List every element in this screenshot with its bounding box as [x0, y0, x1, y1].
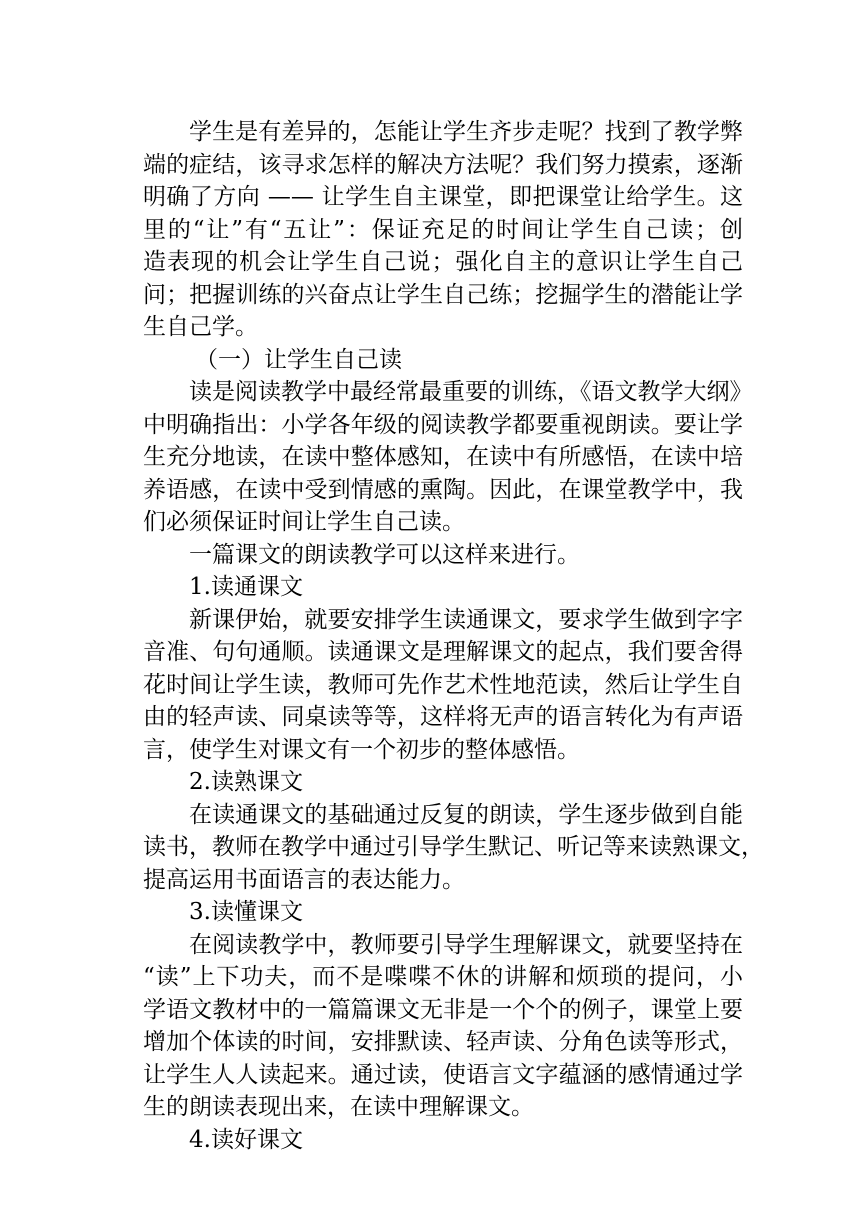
- paragraph-line: 里的“让”有“五让”：保证充足的时间让学生自己读；创: [143, 216, 743, 243]
- paragraph-line: 花时间让学生读，教师可先作艺术性地范读，然后让学生自: [143, 671, 743, 698]
- paragraph-line: 让学生人人读起来。通过读，使语言文字蕴涵的感情通过学: [143, 1061, 743, 1088]
- subheading: 1.读通课文: [189, 574, 303, 600]
- paragraph-line: 中明确指出：小学各年级的阅读教学都要重视朗读。要让学: [143, 411, 743, 438]
- paragraph-line: 问；把握训练的兴奋点让学生自己练；挖掘学生的潜能让学: [143, 281, 743, 308]
- paragraph-line: 学生是有差异的，怎能让学生齐步走呢？找到了教学弊: [189, 119, 743, 145]
- subheading: 2.读熟课文: [189, 769, 303, 795]
- subheading: 4.读好课文: [189, 1126, 303, 1153]
- paragraph-line: 言，使学生对课文有一个初步的整体感悟。: [143, 736, 580, 763]
- paragraph-line: 读是阅读教学中最经常最重要的训练，《语文教学大纲》: [189, 379, 753, 405]
- paragraph-line: 音准、句句通顺。读通课文是理解课文的起点，我们要舍得: [143, 639, 743, 665]
- paragraph-line: 端的症结，该寻求怎样的解决方法呢？我们努力摸索，逐渐: [143, 151, 743, 178]
- paragraph-line: 们必须保证时间让学生自己读。: [143, 509, 465, 535]
- paragraph-line: 提高运用书面语言的表达能力。: [143, 866, 465, 893]
- paragraph-line: 生自己学。: [143, 314, 258, 340]
- paragraph-line: 学语文教材中的一篇篇课文无非是一个个的例子，课堂上要: [143, 996, 743, 1023]
- section-heading: （一）让学生自己读: [195, 346, 402, 373]
- paragraph-line: 生充分地读，在读中整体感知，在读中有所感悟，在读中培: [143, 444, 743, 470]
- paragraph-line: 造表现的机会让学生自己说；强化自主的意识让学生自己: [143, 249, 743, 275]
- document-body: [143, 116, 764, 1156]
- paragraph-line: 一篇课文的朗读教学可以这样来进行。: [189, 541, 580, 568]
- paragraph-line: 新课伊始，就要安排学生读通课文，要求学生做到字字: [189, 606, 743, 633]
- paragraph-line: 读书，教师在教学中通过引导学生默记、听记等来读熟课文，: [143, 834, 764, 860]
- paragraph-line: “读”上下功夫，而不是喋喋不休的讲解和烦琐的提问，小: [143, 964, 743, 990]
- paragraph-line: 增加个体读的时间，安排默读、轻声读、分角色读等形式，: [143, 1029, 743, 1055]
- subheading: 3.读懂课文: [189, 899, 303, 925]
- paragraph-line: 在阅读教学中，教师要引导学生理解课文，就要坚持在: [189, 931, 743, 958]
- paragraph-line: 在读通课文的基础通过反复的朗读，学生逐步做到自能: [189, 801, 743, 828]
- paragraph-line: 养语感，在读中受到情感的熏陶。因此，在课堂教学中，我: [143, 476, 743, 503]
- paragraph-line: 明确了方向 —— 让学生自主课堂，即把课堂让给学生。这: [143, 184, 743, 210]
- paragraph-line: 生的朗读表现出来，在读中理解课文。: [143, 1094, 534, 1120]
- paragraph-line: 由的轻声读、同桌读等等，这样将无声的语言转化为有声语: [143, 704, 743, 730]
